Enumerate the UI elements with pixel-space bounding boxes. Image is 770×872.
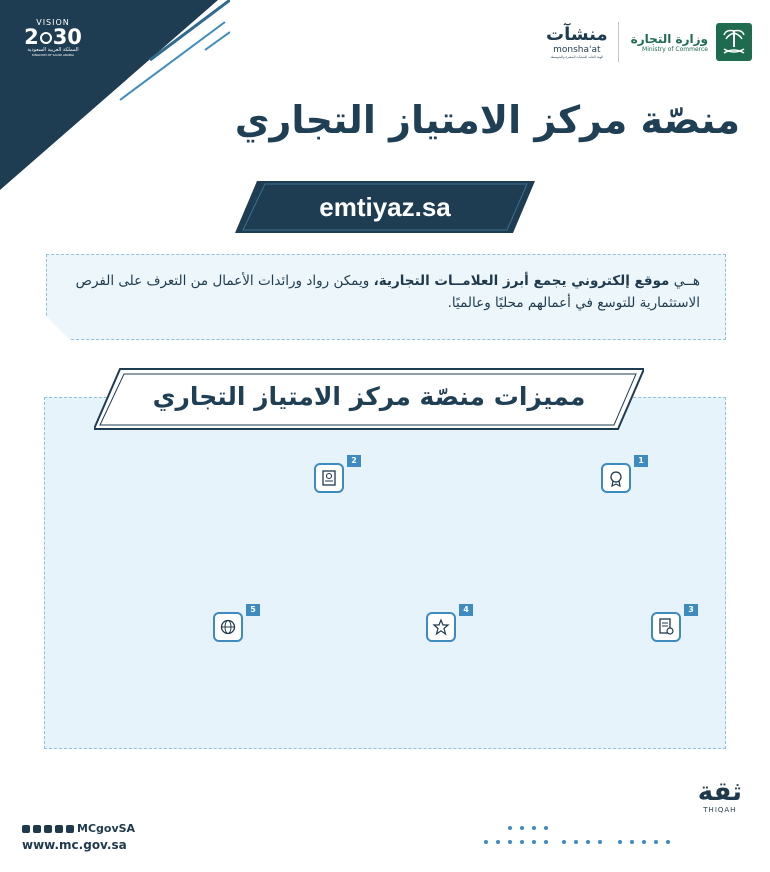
feature-number-2: 2 [347, 455, 361, 467]
url-banner [235, 181, 535, 233]
feature-number-3: 3 [684, 604, 698, 616]
website-link[interactable]: emtiyaz.sa [319, 192, 451, 222]
palm-swords-emblem-icon [716, 23, 752, 61]
thiqah-logo: ثقة THIQAH [697, 777, 742, 814]
globe-icon [213, 612, 243, 642]
feature-number-5: 5 [246, 604, 260, 616]
section-banner [94, 365, 644, 433]
vision-label: VISION [36, 18, 70, 27]
vision-2030-logo [22, 18, 84, 57]
monshaat-logo: منشآت monsha'at الهيئة العامة للمنشآت الصغيرة والمتوسطة [546, 24, 608, 59]
certificate-icon [314, 463, 344, 493]
footer-website[interactable]: www.mc.gov.sa [22, 838, 127, 852]
social-handle[interactable]: MCgovSA [77, 822, 136, 835]
intro-text: هــي موقع إلكتروني يجمع أبرز العلامــات التجارية، ويمكن رواد ورائدات الأعمال من التعرف على الفرص الاستثمارية للتوسع في أعمالهم محليًا وعالميًا. [75, 273, 700, 311]
dots-decoration [480, 822, 760, 852]
document-search-icon [651, 612, 681, 642]
feature-number-4: 4 [459, 604, 473, 616]
logo-divider [618, 22, 619, 62]
instagram-icon[interactable] [44, 825, 52, 833]
badge-icon [601, 463, 631, 493]
vision-english: KINGDOM OF SAUDI ARABIA [31, 53, 75, 57]
facebook-icon[interactable] [33, 825, 41, 833]
feature-number-1: 1 [634, 455, 648, 467]
star-icon [426, 612, 456, 642]
youtube-icon[interactable] [66, 825, 74, 833]
vision-year: 2 30 [24, 25, 82, 49]
twitter-icon[interactable] [22, 825, 30, 833]
header-logos [546, 18, 752, 66]
section-title: مميزات منصّة مركز الامتياز التجاري [152, 382, 586, 411]
features-panel [44, 397, 726, 749]
vision-arabic: المملكة العربية السعودية [27, 47, 79, 53]
page-title: منصّة مركز الامتياز التجاري [234, 98, 740, 142]
snapchat-icon[interactable] [55, 825, 63, 833]
ministry-of-commerce-logo: وزارة التجارة Ministry of Commerce [630, 31, 708, 53]
intro-bold: موقع إلكتروني يجمع أبرز العلامــات التجارية، [373, 273, 670, 289]
social-handles [22, 822, 135, 835]
